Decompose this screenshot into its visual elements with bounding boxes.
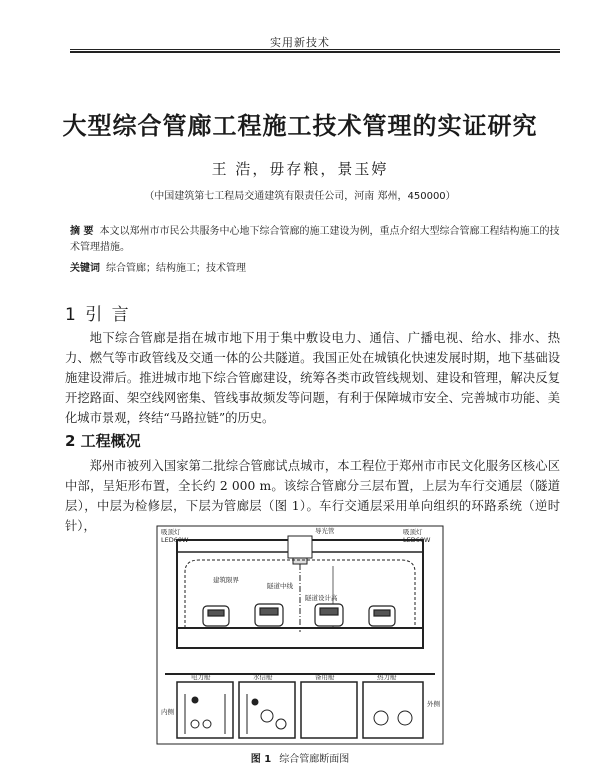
spare-cabin-label: 备用舱 [315,673,335,681]
utility-cabins [177,682,423,738]
section-heading-intro: 1 引 言 [65,305,131,325]
lamp-left-label-2: LED60W [161,536,189,544]
heat-cabin-label: 热力舱 [377,673,397,681]
outer-side-label: 外侧 [427,700,440,708]
keywords [70,259,560,274]
lamp-right-label-2: LED60W [403,536,431,544]
abstract [70,224,560,256]
guide-pipe-shaft [288,536,312,558]
header-rule-thick [70,51,560,53]
cross-section-figure [155,524,445,749]
heat-cabin [363,682,423,738]
section-paragraph-intro: 地下综合管廊是指在城市地下用于集中敷设电力、通信、广播电视、给水、排水、热力、燃气等市政管线及交通一体的公共隧道。我国正处在城镇化快速发展时期，地下基础设施建设滞后。推进城市地下综合管廊建设，统筹各类市政管线规划、建设和管理，解决反复开挖路面、架空线网密集、管线事故频发等问题，有利于保障城市安全、完善城市功能、美化城市景观，终结“马路拉链”的历史。 [65,331,560,425]
keywords-text: 综合管廊；结构施工；技术管理 [106,263,246,274]
power-cabin-label: 电力舱 [191,673,211,681]
vehicles [203,604,395,626]
header-rule [70,49,560,50]
abstract-text: 本文以郑州市市民公共服务中心地下综合管廊的施工建设为例，重点介绍大型综合管廊工程结构施工的技术管理措施。 [70,226,560,253]
abstract-label: 摘 要 [70,226,94,237]
section-heading-overview: 2 工程概况 [65,432,141,450]
keywords-label: 关键词 [70,263,100,274]
running-header: 实用新技术 [270,36,330,49]
lamp-left-label-1: 吸顶灯 [161,528,181,536]
lamp-right-label-1: 吸顶灯 [403,528,423,536]
article-title: 大型综合管廊工程施工技术管理的实证研究 [62,111,538,140]
figure-caption [0,750,600,765]
figure-number: 图 1 [250,754,272,765]
guide-pipe-label: 导光管 [315,527,335,535]
tunnel-center-label: 隧道中线 [267,582,293,590]
article-authors: 王 浩，毋存粮，景玉婷 [211,160,389,178]
inner-side-label: 内侧 [161,708,174,716]
spare-cabin [301,682,357,738]
water-cabin-label: 水信舱 [253,673,273,681]
figure-caption-text: 综合管廊断面图 [279,754,350,765]
design-height-label: 隧道设计高 [305,594,338,602]
section-paragraph-overview: 郑州市被列入国家第二批综合管廊试点城市，本工程位于郑州市市民文化服务区核心区中部，呈矩形布置，全长约 2 000 m。该综合管廊分三层布置，上层为车行交通层（隧道层），中层为检修层，下层为管廊层（图 1）。车行交通层采用单向组织的环路系统（逆时针）， [65,459,560,533]
building-limit-label: 建筑限界 [213,576,239,584]
article-affiliation: （中国建筑第七工程局交通建筑有限责任公司，河南 郑州，450000） [144,191,456,202]
